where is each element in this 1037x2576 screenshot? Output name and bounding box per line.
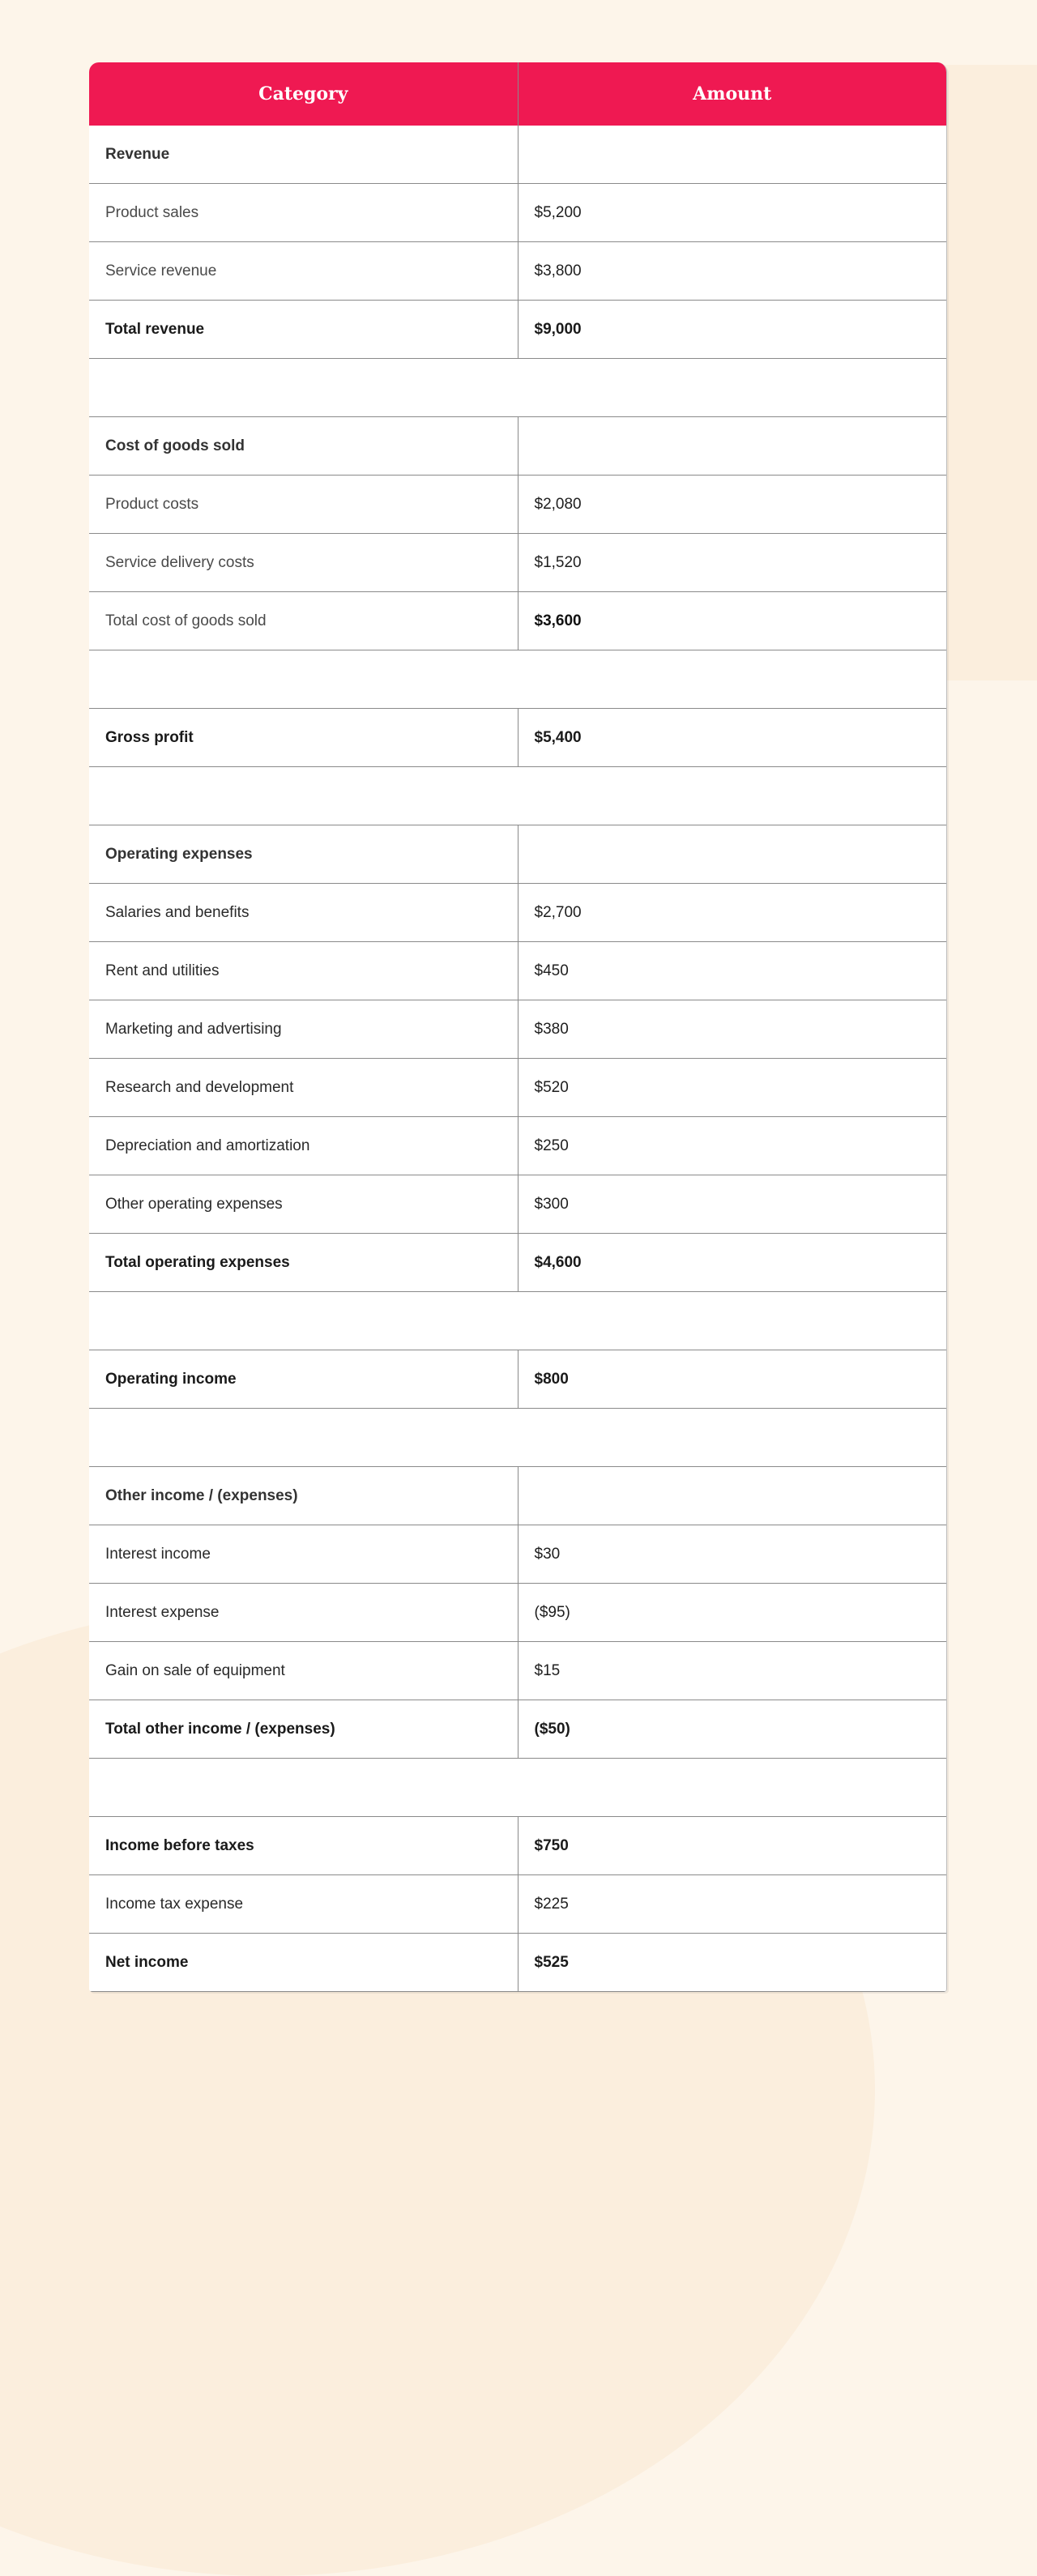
table-header-row <box>89 62 946 126</box>
spacer-cell <box>89 359 946 417</box>
amount-cell: $250 <box>518 1117 946 1175</box>
category-cell: Salaries and benefits <box>89 884 518 942</box>
column-header-amount: Amount <box>518 62 946 126</box>
table-row <box>89 1934 946 1992</box>
amount-cell: $15 <box>518 1642 946 1700</box>
category-cell: Interest expense <box>89 1584 518 1642</box>
category-cell: Product costs <box>89 476 518 534</box>
table-row <box>89 1525 946 1584</box>
amount-cell: $750 <box>518 1817 946 1875</box>
table-row <box>89 417 946 476</box>
amount-cell <box>518 825 946 884</box>
amount-cell: $2,700 <box>518 884 946 942</box>
amount-cell: $4,600 <box>518 1234 946 1292</box>
amount-cell: $9,000 <box>518 301 946 359</box>
income-statement-table <box>89 62 946 1992</box>
category-cell: Rent and utilities <box>89 942 518 1000</box>
table-row <box>89 1642 946 1700</box>
amount-cell <box>518 417 946 476</box>
amount-cell: $525 <box>518 1934 946 1992</box>
category-cell: Depreciation and amortization <box>89 1117 518 1175</box>
amount-cell: $2,080 <box>518 476 946 534</box>
table-row <box>89 1467 946 1525</box>
table-row <box>89 1350 946 1409</box>
spacer-row <box>89 1759 946 1817</box>
category-cell: Gross profit <box>89 709 518 767</box>
amount-cell: ($95) <box>518 1584 946 1642</box>
spacer-row <box>89 767 946 825</box>
table-header <box>89 62 946 126</box>
category-cell: Net income <box>89 1934 518 1992</box>
amount-cell <box>518 126 946 184</box>
amount-cell: ($50) <box>518 1700 946 1759</box>
category-cell: Marketing and advertising <box>89 1000 518 1059</box>
table-row <box>89 242 946 301</box>
table-row <box>89 1875 946 1934</box>
category-cell: Research and development <box>89 1059 518 1117</box>
spacer-cell <box>89 1409 946 1467</box>
spacer-cell <box>89 1292 946 1350</box>
category-cell: Product sales <box>89 184 518 242</box>
table-row <box>89 825 946 884</box>
amount-cell: $5,400 <box>518 709 946 767</box>
category-cell: Operating income <box>89 1350 518 1409</box>
table-row <box>89 184 946 242</box>
table-row <box>89 301 946 359</box>
category-cell: Service delivery costs <box>89 534 518 592</box>
spacer-row <box>89 1409 946 1467</box>
amount-cell: $800 <box>518 1350 946 1409</box>
table-row <box>89 476 946 534</box>
category-cell: Interest income <box>89 1525 518 1584</box>
amount-cell: $3,800 <box>518 242 946 301</box>
table-row <box>89 709 946 767</box>
category-cell: Operating expenses <box>89 825 518 884</box>
table-row <box>89 1700 946 1759</box>
table-row <box>89 1234 946 1292</box>
amount-cell: $1,520 <box>518 534 946 592</box>
amount-cell: $380 <box>518 1000 946 1059</box>
table-body <box>89 126 946 1992</box>
category-cell: Income before taxes <box>89 1817 518 1875</box>
amount-cell: $5,200 <box>518 184 946 242</box>
category-cell: Service revenue <box>89 242 518 301</box>
column-header-category: Category <box>89 62 518 126</box>
amount-cell: $30 <box>518 1525 946 1584</box>
category-cell: Total operating expenses <box>89 1234 518 1292</box>
spacer-cell <box>89 1759 946 1817</box>
table-row <box>89 942 946 1000</box>
table-row <box>89 1817 946 1875</box>
category-cell: Total revenue <box>89 301 518 359</box>
table-row <box>89 884 946 942</box>
table-row <box>89 1059 946 1117</box>
table-row <box>89 126 946 184</box>
category-cell: Other operating expenses <box>89 1175 518 1234</box>
amount-cell: $520 <box>518 1059 946 1117</box>
category-cell: Total other income / (expenses) <box>89 1700 518 1759</box>
table-row <box>89 534 946 592</box>
table-row <box>89 592 946 650</box>
category-cell: Cost of goods sold <box>89 417 518 476</box>
spacer-cell <box>89 767 946 825</box>
category-cell: Gain on sale of equipment <box>89 1642 518 1700</box>
category-cell: Income tax expense <box>89 1875 518 1934</box>
income-statement-table-card <box>89 62 947 1992</box>
amount-cell: $225 <box>518 1875 946 1934</box>
amount-cell: $450 <box>518 942 946 1000</box>
spacer-cell <box>89 650 946 709</box>
table-row <box>89 1584 946 1642</box>
amount-cell <box>518 1467 946 1525</box>
amount-cell: $300 <box>518 1175 946 1234</box>
category-cell: Revenue <box>89 126 518 184</box>
spacer-row <box>89 1292 946 1350</box>
spacer-row <box>89 650 946 709</box>
table-row <box>89 1117 946 1175</box>
spacer-row <box>89 359 946 417</box>
amount-cell: $3,600 <box>518 592 946 650</box>
category-cell: Total cost of goods sold <box>89 592 518 650</box>
table-row <box>89 1175 946 1234</box>
category-cell: Other income / (expenses) <box>89 1467 518 1525</box>
table-row <box>89 1000 946 1059</box>
